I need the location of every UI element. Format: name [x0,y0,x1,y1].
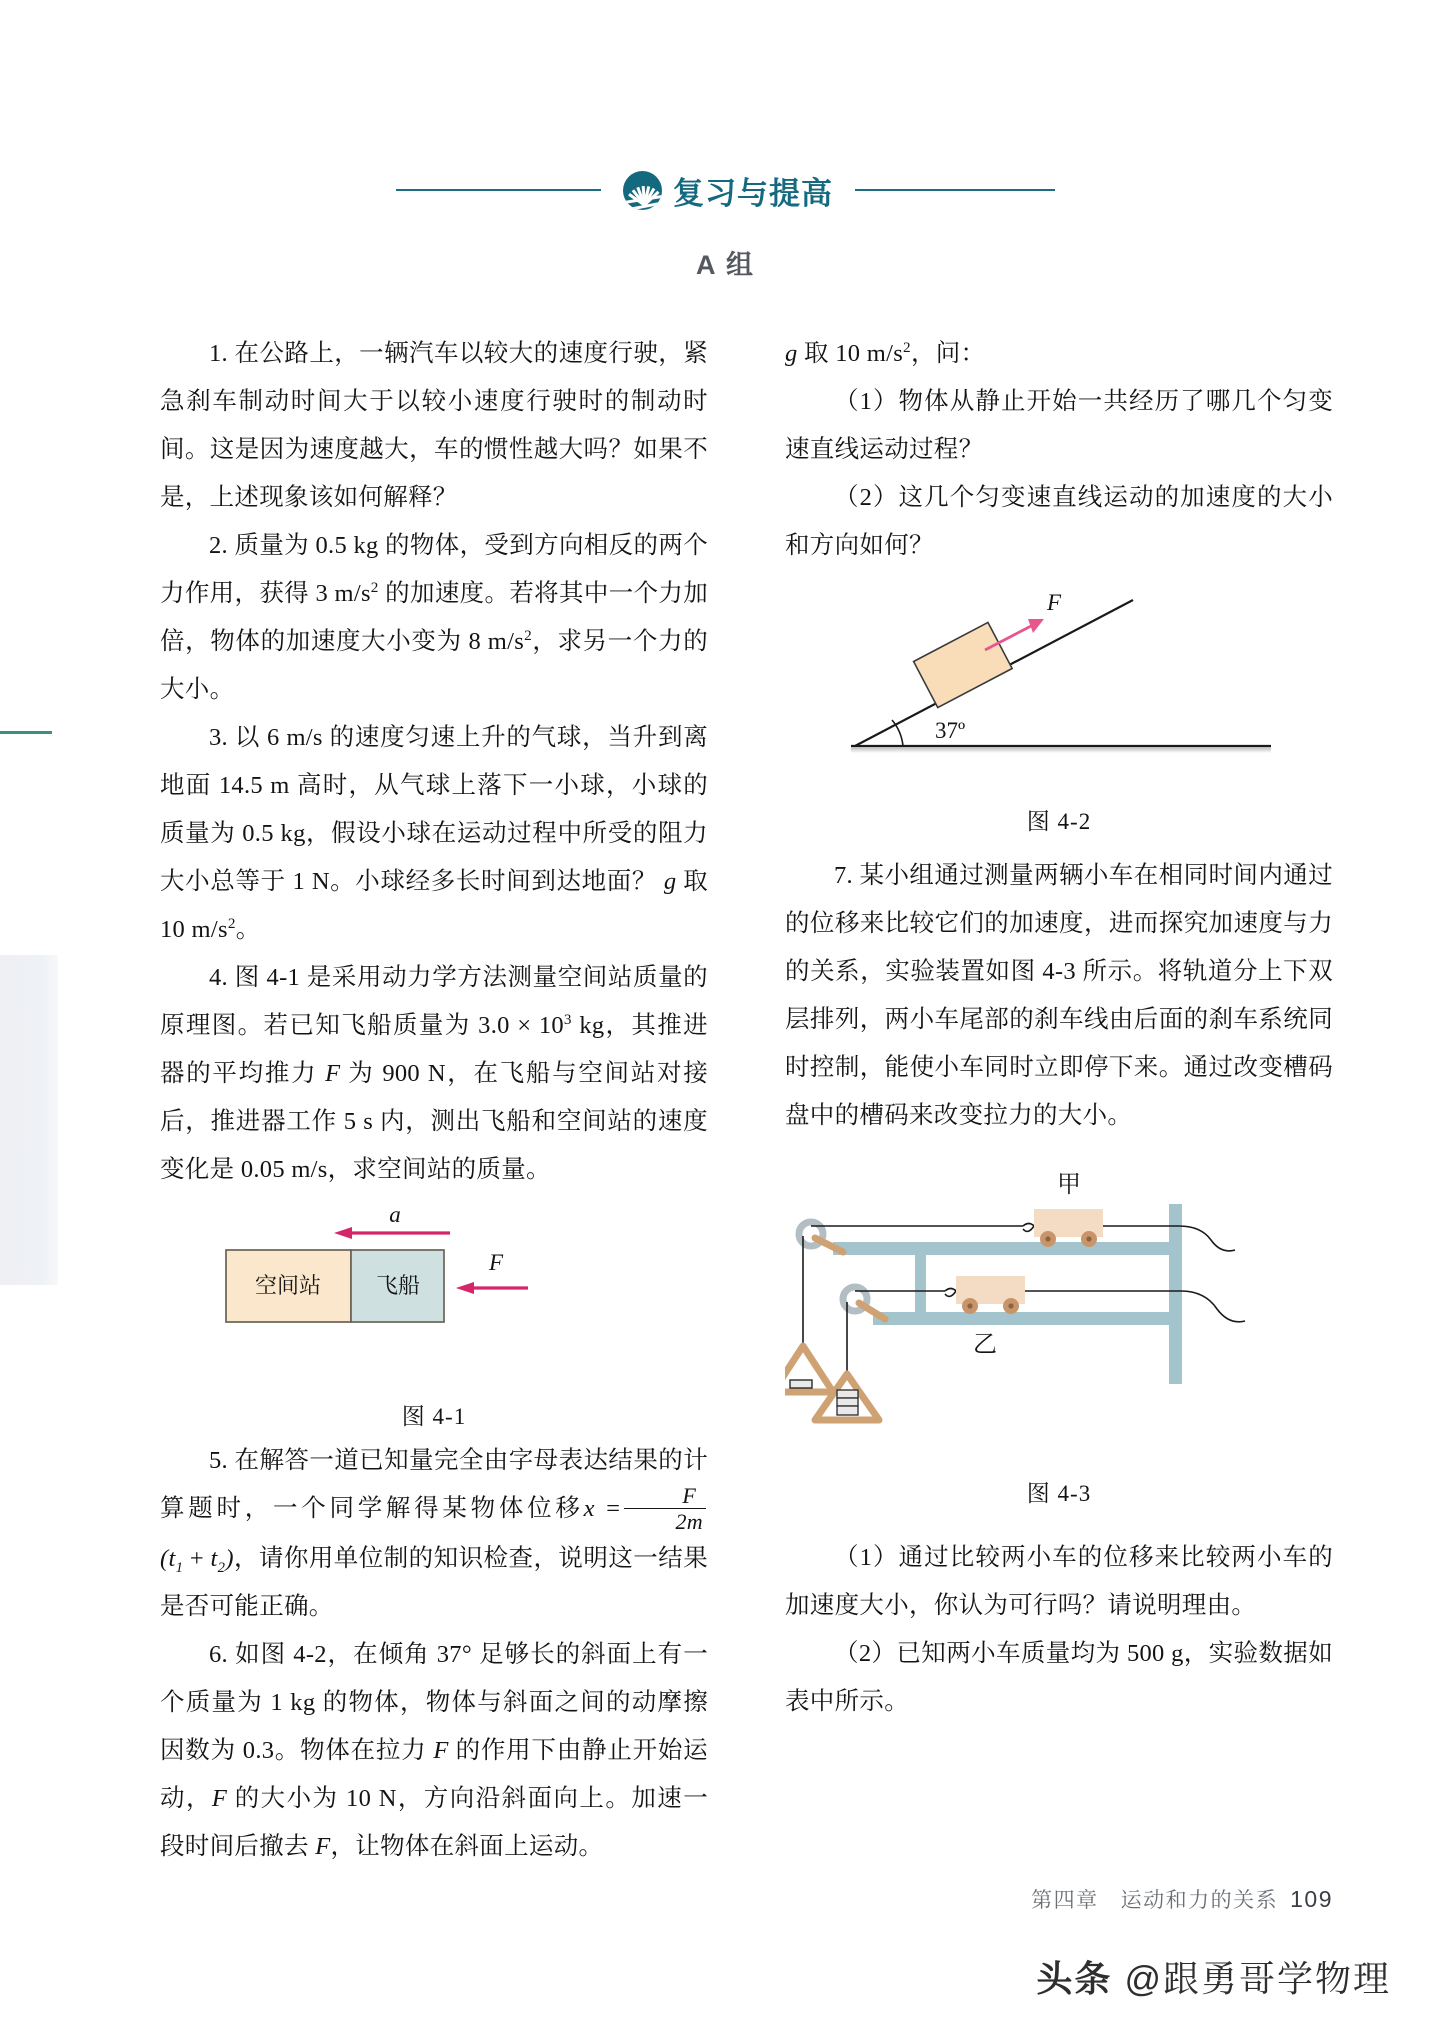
lower-cart-wheel-right-hub [1008,1303,1013,1308]
exponent: 2 [227,914,236,932]
footer-chapter-title: 运动和力的关系 [1120,1889,1279,1912]
footer-chapter: 第四章 [1031,1889,1099,1912]
item-number: 4. [209,964,228,991]
paren-open: ( [160,1544,169,1572]
hanger-upper-slotted-mass [790,1380,812,1388]
subscript-2: 2 [217,1559,226,1576]
exercise-item-7-sub-2: （2）已知两小车质量均为 500 g，实验数据如表中所示。 [785,1640,1333,1715]
item-body-b: 的加速度。若将其中一个力加倍，物体的加速度大小变为 8 m/s [160,580,709,655]
item-number: 7. [834,862,853,889]
exercise-item-7 [785,852,1333,1140]
exercise-item-6-sub-1: （1）物体从静止开始一共经历了哪几个匀变速直线运动过程？ [785,388,1333,463]
hanger-lower-mass-2 [837,1398,858,1406]
acceleration-label: a [389,1208,401,1227]
figure-4-1 [160,1208,708,1431]
exercise-item-2 [160,522,708,714]
variable-g: g [663,868,677,895]
exponent: 3 [563,1010,572,1028]
block-rect [914,622,1013,707]
group-title: A 组 [696,250,755,280]
item-body-a: 如图 4-2，在倾角 37° 足够长的斜面上有一个质量为 1 kg 的物体，物体与斜面之间的动摩擦因数为 0.3。物体在拉力 [160,1640,708,1764]
exercise-item-7-sub-1: （1）通过比较两小车的位移来比较两小车的加速度大小，你认为可行吗？请说明理由。 [785,1544,1333,1619]
item-body-a: 质量为 0.5 kg 的物体，受到方向相反的两个力作用，获得 3 m/s [160,532,708,607]
variable-F: F [325,1060,341,1087]
fan-sunburst-logo-icon [623,171,662,210]
variable-F: F [433,1736,449,1764]
item-number: 5. [209,1447,228,1474]
formula-lhs: x = [583,1495,622,1522]
figure-4-2-svg [785,588,1333,788]
lower-cart-label: 乙 [973,1331,997,1358]
right-column [785,330,1333,1726]
figure-4-3-caption: 图 4-3 [1026,1481,1092,1506]
space-station-label: 空间站 [254,1273,322,1298]
exponent: 2 [903,338,911,356]
hanger-lower-mass-1 [837,1390,858,1398]
variable-F: F [211,1784,228,1812]
hanger-lower-mass-3 [837,1406,858,1415]
exponent: 2 [370,578,379,596]
item-number: 2. [209,532,228,559]
item-body-c: 为 900 N，在飞船与空间站对接后，推进器工作 5 s 内，测出飞船和空间站的速度变化是 0.05 m/s，求空间站的质量。 [160,1060,708,1183]
track-connector-left [915,1255,926,1325]
item-body-d: ，让物体在斜面上运动。 [330,1832,604,1860]
item-body-b: 的作用下由静止开始运动， [160,1736,708,1812]
exercise-item-1 [160,330,708,522]
lower-cart-wheel-left-hub [967,1303,972,1308]
page-number: 109 [1290,1886,1333,1912]
ground-shading [851,747,1271,753]
exercise-item-4 [160,954,708,1194]
figure-4-2-caption: 图 4-2 [1026,809,1092,834]
figure-4-3-svg [785,1164,1333,1464]
exercise-item-6-sub-2: （2）这几个匀变速直线运动的加速度的大小和方向如何？ [785,484,1333,559]
figure-4-1-caption: 图 4-1 [401,1404,467,1429]
figure-4-2 [785,588,1333,836]
lower-string-hook [945,1289,956,1297]
variable-g: g [785,340,798,367]
item-body-b: ，请你用单位制的知识检查，说明这一结果是否可能正确。 [160,1544,708,1620]
item-body-a: 在解答一道已知量完全由字母表达结果的计算题时，一个同学解得某物体位移 [160,1447,708,1522]
figure-4-3 [785,1164,1333,1508]
exercise-item-3 [160,714,708,954]
acceleration-arrow-head [334,1227,352,1239]
force-label-F: F [1047,590,1062,615]
upper-cart-wheel-right-hub [1086,1236,1091,1241]
item-body-c: ，求另一个力的大小。 [160,628,708,703]
exercise-item-5 [160,1437,708,1631]
upper-cart-wheel-left-hub [1045,1236,1050,1241]
exponent: 2 [524,626,532,644]
upper-string-hook [1023,1224,1034,1232]
paren-close: ) [225,1544,234,1572]
left-column [160,330,708,1871]
variable-t1: t [168,1544,176,1572]
exercise-item-6-continued [785,330,1333,378]
header-rule-right [855,189,1055,191]
page-edge-rule [0,731,52,734]
header-rule-left [396,189,601,191]
item-number: 1. [209,340,228,367]
subscript-1: 1 [175,1559,184,1576]
item-number: 3. [209,724,228,751]
item-body-b: ，问： [910,340,986,367]
item-body-a: 以 6 m/s 的速度匀速上升的气球，当升到离地面 14.5 m 高时，从气球上落下一小球，小球的质量为 0.5 kg，假设小球在运动过程中所受的阻力大小总等于 1 N。小球经多长时间到达地面？ [160,724,708,895]
plus-sign: + [189,1544,204,1572]
block-on-incline [914,622,1013,707]
fraction-F-over-2m [624,1484,707,1533]
force-arrow-head [456,1282,474,1294]
variable-F: F [315,1832,331,1860]
spacecraft-label: 飞船 [375,1273,421,1298]
fraction-denominator: 2m [675,1508,703,1534]
weight-hanger-upper [785,1346,833,1392]
item-body-b: kg，其推进器的平均推力 [160,1012,708,1087]
watermark [1036,1951,1391,2002]
exercise-item-6 [160,1631,708,1871]
section-header [0,160,1451,220]
support-post [1169,1204,1182,1384]
force-label: F [488,1250,504,1275]
header-title: 复习与提高 [673,175,833,211]
angle-label: 37º [935,718,966,743]
fraction-numerator: F [682,1482,697,1508]
item-number: 6. [209,1640,228,1668]
item-body-c: 的大小为 10 N，方向沿斜面向上。加速一段时间后撤去 [160,1784,708,1860]
item-body: 在公路上，一辆汽车以较大的速度行驶，紧急刹车制动时间大于以较小速度行驶时的制动时间。这是因为速度越大，车的惯性越大吗？如果不是，上述现象该如何解释？ [160,340,708,511]
item-body-a: 图 4-1 是采用动力学方法测量空间站质量的原理图。若已知飞船质量为 3.0 × 10 [160,964,708,1039]
watermark-platform: 头条 [1036,1958,1113,1999]
page-footer [1031,1884,1333,1914]
figure-4-1-svg [160,1208,708,1383]
item-body-a: 取 10 m/s [797,340,904,367]
item-body: 某小组通过测量两辆小车在相同时间内通过的位移来比较它们的加速度，进而探究加速度与力的关系，实验装置如图 4-3 所示。将轨道分上下双层排列，两小车尾部的刹车线由后面的刹车系统同时控制，能使小车同时立即停下来。通过改变槽码盘中的槽码来改变拉力的大小。 [785,862,1333,1129]
page-edge-tab [0,955,58,1285]
watermark-handle: @跟勇哥学物理 [1124,1958,1391,1999]
upper-cart-label: 甲 [1057,1171,1081,1198]
upper-track [833,1242,1177,1255]
item-body-b: 取 10 m/s [160,868,708,943]
variable-t2: t [210,1544,218,1572]
item-body-c: 。 [235,916,261,943]
